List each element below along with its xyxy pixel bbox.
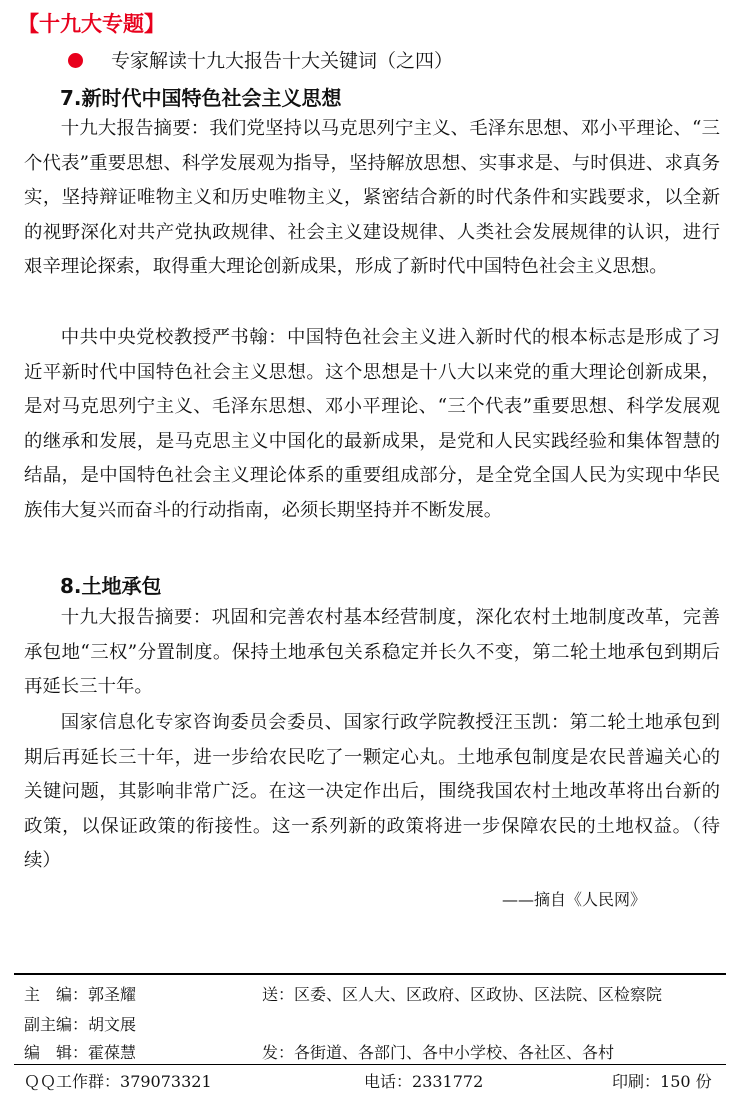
copyeditor-line [24, 1040, 136, 1063]
qq-number: 379073321 [120, 1072, 212, 1091]
phone-number: 2331772 [412, 1072, 484, 1091]
paragraph: 中共中央党校教授严书翰：中国特色社会主义进入新时代的根本标志是形成了习近平新时代中国特色社会主义思想。这个思想是十八大以来党的重大理论创新成果，是对马克思列宁主义、毛泽东思想、邓小平理论、“三个代表”重要思想、科学发展观的继承和发展，是马克思主义中国化的最新成果，是党和人民实践经验和集体智慧的结晶，是中国特色社会主义理论体系的重要组成部分，是全党全国人民为实现中华民族伟大复兴而奋斗的行动指南，必须长期坚持并不断发展。 [24, 327, 720, 521]
red-bullet-icon [68, 53, 83, 68]
print-line [612, 1069, 712, 1092]
deputy-name: 胡文展 [88, 1015, 137, 1034]
editor-name: 郭圣耀 [88, 985, 137, 1004]
print-count: 150 份 [660, 1072, 712, 1091]
dist-line [262, 1040, 614, 1063]
editor-line [24, 982, 136, 1005]
print-label: 印刷： [612, 1072, 661, 1091]
copyeditor-label: 编 辑： [24, 1043, 89, 1062]
deputy-label: 副主编： [24, 1015, 89, 1034]
source-credit: ——摘自《人民网》 [501, 890, 646, 909]
copyeditor-name: 霍葆慧 [88, 1043, 137, 1062]
deputy-line [24, 1012, 136, 1035]
send-line [262, 982, 662, 1005]
paragraph: 国家信息化专家咨询委员会委员、国家行政学院教授汪玉凯：第二轮土地承包到期后再延长三十年，进一步给农民吃了一颗定心丸。土地承包制度是农民普遍关心的关键问题，其影响非常广泛。在这一决定作出后，围绕我国农村土地改革将出台新的政策，以保证政策的衔接性。这一系列新的政策将进一步保障农民的土地权益。（待续） [24, 712, 720, 872]
send-label: 送： [262, 985, 295, 1004]
send-recipients: 区委、区人大、区政府、区政协、区法院、区检察院 [294, 985, 663, 1004]
qq-line [24, 1069, 212, 1092]
phone-label: 电话： [364, 1072, 413, 1091]
subtitle: 专家解读十九大报告十大关键词（之四） [111, 50, 454, 72]
dist-recipients: 各街道、各部门、各中小学校、各社区、各村 [294, 1043, 615, 1062]
paragraph: 十九大报告摘要：巩固和完善农村基本经营制度，深化农村土地制度改革，完善承包地“三权”分置制度。保持土地承包关系稳定并长久不变，第二轮土地承包到期后再延长三十年。 [24, 607, 720, 698]
heading-8: 8.土地承包 [60, 574, 162, 598]
footer-bottom-rule [14, 1064, 726, 1065]
paragraph: 十九大报告摘要：我们党坚持以马克思列宁主义、毛泽东思想、邓小平理论、“三个代表”重要思想、科学发展观为指导，坚持解放思想、实事求是、与时俱进、求真务实，坚持辩证唯物主义和历史唯物主义，紧密结合新的时代条件和实践要求，以全新的视野深化对共产党执政规律、社会主义建设规律、人类社会发展规律的认识，进行艰辛理论探索，取得重大理论创新成果，形成了新时代中国特色社会主义思想。 [24, 118, 720, 278]
dist-label: 发： [262, 1043, 295, 1062]
subtitle-line [68, 46, 453, 73]
qq-label: ＱＱ工作群： [24, 1072, 121, 1091]
footer-top-rule [14, 973, 726, 975]
editor-label: 主 编： [24, 985, 89, 1004]
section-tag: 【十九大专题】 [18, 12, 165, 36]
phone-line [364, 1069, 483, 1092]
heading-7: 7.新时代中国特色社会主义思想 [60, 86, 342, 110]
